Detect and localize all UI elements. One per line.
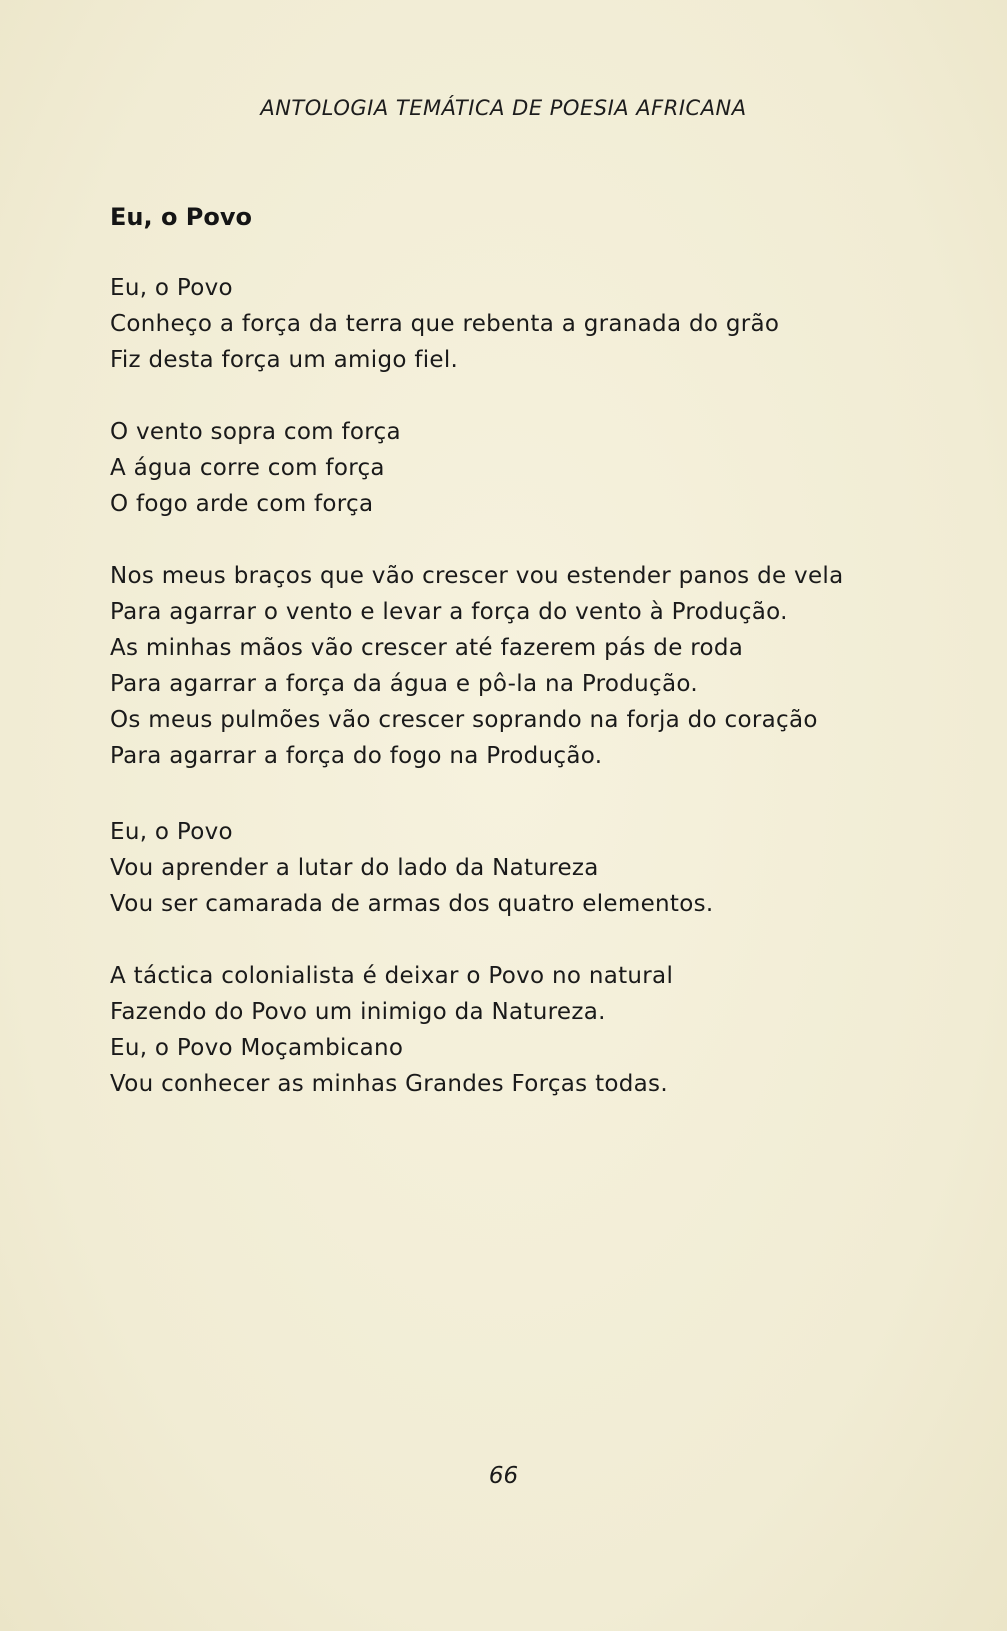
poem-line: Eu, o Povo [110,819,233,845]
stanza-2 [110,414,401,522]
poem-line: Para agarrar a força do fogo na Produção. [110,743,603,769]
poem-line: A água corre com força [110,455,385,481]
page-number: 66 [488,1463,519,1489]
stanza-5 [110,958,673,1102]
poem-line: Para agarrar o vento e levar a força do vento à Produção. [110,599,788,625]
stanza-4 [110,814,714,922]
running-head: ANTOLOGIA TEMÁTICA DE POESIA AFRICANA [260,96,747,120]
poem-line: Para agarrar a força da água e pô-la na Produção. [110,671,698,697]
poem-line: Os meus pulmões vão crescer soprando na forja do coração [110,707,818,733]
poem-line: Fiz desta força um amigo fiel. [110,347,459,373]
poem-line: Vou conhecer as minhas Grandes Forças todas. [110,1071,668,1097]
poem-line: Eu, o Povo [110,275,233,301]
stanza-3 [110,558,844,774]
poem-line: Vou ser camarada de armas dos quatro elementos. [110,891,714,917]
poem-line: Fazendo do Povo um inimigo da Natureza. [110,999,606,1025]
poem-line: A táctica colonialista é deixar o Povo no natural [110,963,674,989]
poem-line: O fogo arde com força [110,491,374,517]
poem-line: O vento sopra com força [110,419,401,445]
poem-line: As minhas mãos vão crescer até fazerem pás de roda [110,635,744,661]
stanza-1 [110,270,779,378]
poem-title: Eu, o Povo [110,203,253,231]
poem-line: Eu, o Povo Moçambicano [110,1035,404,1061]
poem-line: Vou aprender a lutar do lado da Natureza [110,855,599,881]
poem-line: Nos meus braços que vão crescer vou estender panos de vela [110,563,844,589]
poem-line: Conheço a força da terra que rebenta a granada do grão [110,311,780,337]
